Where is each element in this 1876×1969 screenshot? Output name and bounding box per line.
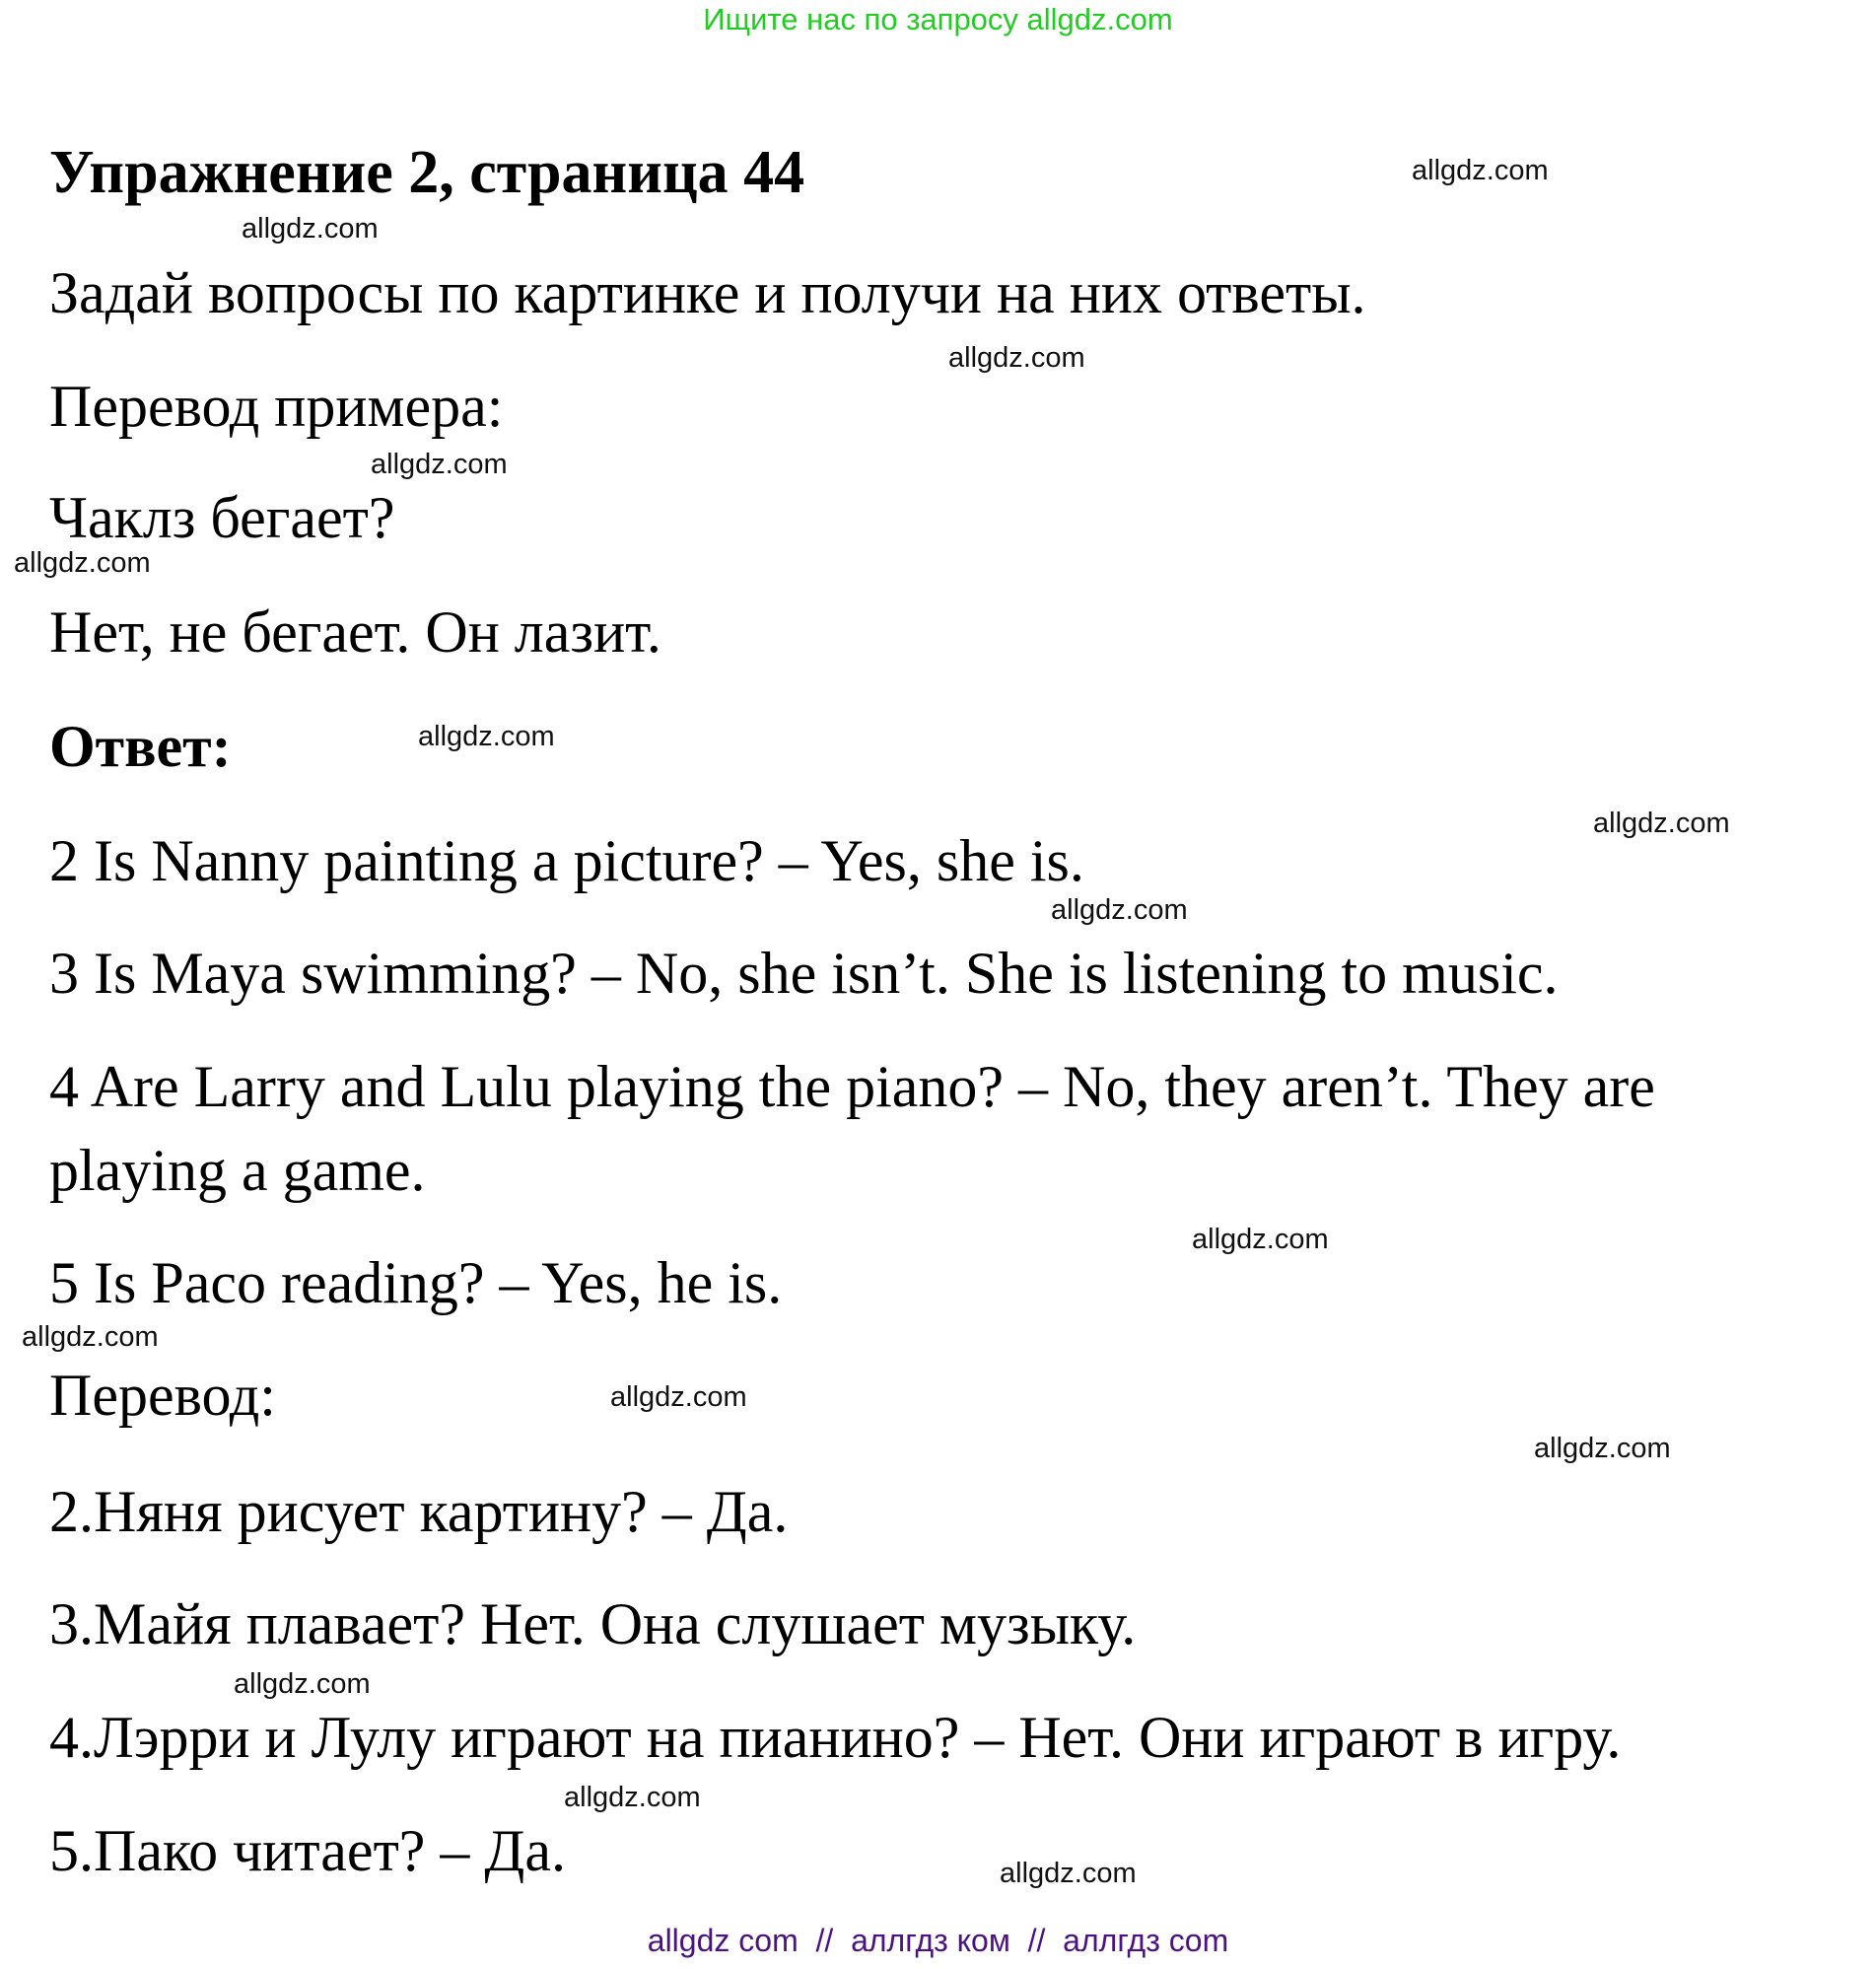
watermark: allgdz.com bbox=[610, 1381, 747, 1413]
watermark: allgdz.com bbox=[1192, 1224, 1329, 1255]
watermark: allgdz.com bbox=[22, 1321, 159, 1353]
footer-links[interactable]: allgdz com // аллгдз ком // аллгдз com bbox=[647, 1923, 1229, 1958]
page-title: Упражнение 2, страница 44 bbox=[49, 139, 805, 206]
watermark: allgdz.com bbox=[1051, 894, 1188, 926]
translation-label: Перевод: bbox=[49, 1363, 276, 1428]
watermark: allgdz.com bbox=[1000, 1858, 1137, 1889]
translation-item: 4.Лэрри и Лулу играют на пианино? – Нет. Они играют в игру. bbox=[49, 1705, 1622, 1770]
watermark: allgdz.com bbox=[1534, 1433, 1671, 1464]
answer-item: 5 Is Paco reading? – Yes, he is. bbox=[49, 1250, 783, 1315]
answer-item: 2 Is Nanny painting a picture? – Yes, she is. bbox=[49, 828, 1084, 893]
translation-item: 3.Майя плавает? Нет. Она слушает музыку. bbox=[49, 1591, 1137, 1656]
watermark: allgdz.com bbox=[371, 449, 508, 480]
translation-item: 5.Пако читает? – Да. bbox=[49, 1818, 566, 1883]
answer-item: 4 Are Larry and Lulu playing the piano? – No, they aren’t. They are playing a game. bbox=[49, 1054, 1655, 1203]
watermark: allgdz.com bbox=[418, 721, 555, 752]
task-text: Задай вопросы по картинке и получи на них ответы. bbox=[49, 260, 1366, 325]
example-question: Чаклз бегает? bbox=[49, 485, 395, 550]
watermark: allgdz.com bbox=[1412, 155, 1549, 186]
answer-item: 3 Is Maya swimming? – No, she isn’t. She is listening to music. bbox=[49, 941, 1559, 1006]
watermark: allgdz.com bbox=[234, 1668, 371, 1700]
watermark: allgdz.com bbox=[1593, 808, 1730, 839]
watermark: allgdz.com bbox=[242, 213, 379, 245]
translation-item: 2.Няня рисует картину? – Да. bbox=[49, 1479, 789, 1544]
watermark: allgdz.com bbox=[14, 547, 151, 579]
top-banner[interactable]: Ищите нас по запросу allgdz.com bbox=[703, 2, 1173, 36]
watermark: allgdz.com bbox=[564, 1782, 701, 1813]
example-label: Перевод примера: bbox=[49, 374, 504, 439]
watermark: allgdz.com bbox=[948, 342, 1085, 374]
example-answer: Нет, не бегает. Он лазит. bbox=[49, 599, 661, 665]
answer-label: Ответ: bbox=[49, 714, 232, 779]
